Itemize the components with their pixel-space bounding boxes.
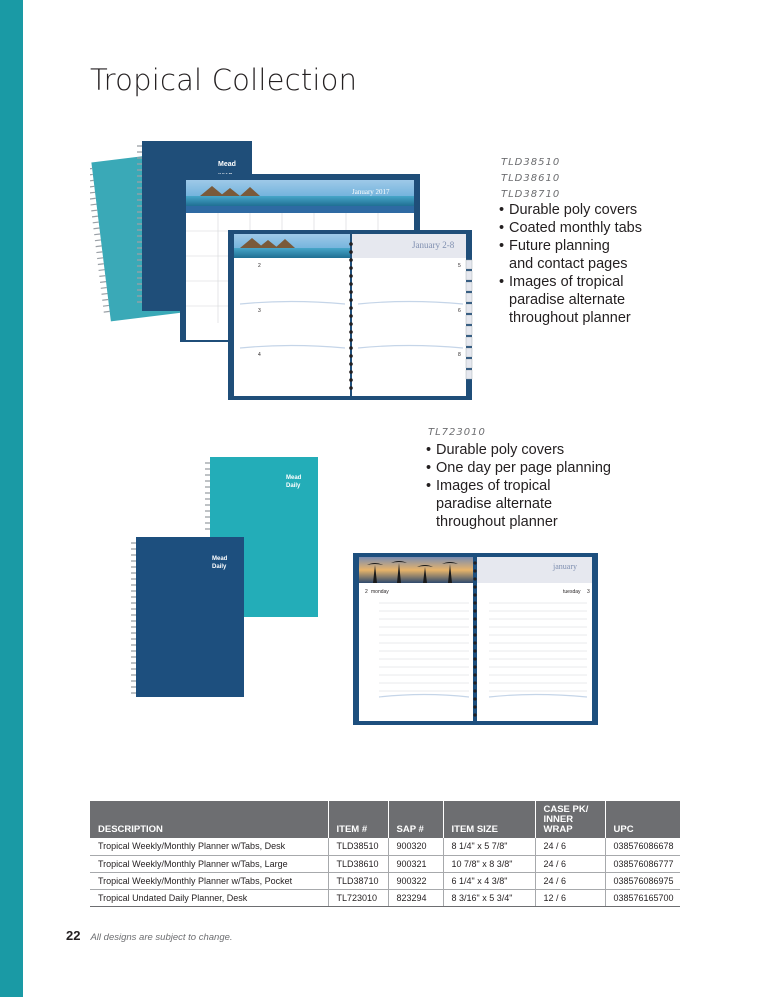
weekly-day-right-2: 6	[458, 308, 461, 314]
sku-item: TLD38710	[501, 189, 561, 200]
cell-description: Tropical Weekly/Monthly Planner w/Tabs, Desk	[90, 838, 328, 855]
cell-size: 8 3/16" x 5 3/4"	[443, 889, 535, 906]
svg-text:Daily: Daily	[286, 483, 301, 489]
cell-upc: 038576086975	[605, 872, 680, 889]
feature-item: • Images of tropical	[499, 274, 624, 290]
cell-case: 12 / 6	[535, 889, 605, 906]
feature-item-continued: throughout planner	[509, 310, 631, 326]
daily-planner-covers-image	[128, 455, 320, 700]
feature-item: • One day per page planning	[426, 460, 611, 476]
weekly-day-right-4: 8	[458, 352, 461, 358]
table-row	[90, 855, 680, 872]
cell-upc: 038576086777	[605, 855, 680, 872]
cell-item: TLD38610	[328, 855, 388, 872]
header-sap-number: SAP #	[388, 801, 443, 838]
cell-description: Tropical Undated Daily Planner, Desk	[90, 889, 328, 906]
cell-item: TLD38510	[328, 838, 388, 855]
cell-size: 8 1/4" x 5 7/8"	[443, 838, 535, 855]
weekly-spread	[228, 230, 472, 400]
product1-features	[499, 201, 679, 327]
cell-sap: 900320	[388, 838, 443, 855]
sku-item: TLD38510	[501, 157, 561, 168]
weekly-day-left-2: 3	[258, 308, 261, 314]
header-item-size: ITEM SIZE	[443, 801, 535, 838]
weekly-day-right-1: 5	[458, 263, 461, 269]
cell-description: Tropical Weekly/Monthly Planner w/Tabs, Pocket	[90, 872, 328, 889]
cell-sap: 823294	[388, 889, 443, 906]
feature-item-continued: and contact pages	[509, 256, 628, 272]
feature-item: • Future planning	[499, 238, 610, 254]
product-table	[90, 801, 680, 907]
feature-item: • Images of tropical	[426, 478, 551, 494]
header-case-pack: CASE PK/ INNER WRAP	[535, 801, 605, 838]
svg-text:Mead: Mead	[286, 475, 302, 481]
cell-sap: 900321	[388, 855, 443, 872]
cell-case: 24 / 6	[535, 872, 605, 889]
cell-description: Tropical Weekly/Monthly Planner w/Tabs, Large	[90, 855, 328, 872]
dark-blue-daily-cover	[131, 537, 244, 697]
cell-item: TL723010	[328, 889, 388, 906]
daily-left-day-num: 2	[365, 589, 368, 595]
cover-brand-text: Mead	[218, 161, 236, 168]
cell-item: TLD38710	[328, 872, 388, 889]
feature-item: • Coated monthly tabs	[499, 220, 642, 236]
svg-text:Mead: Mead	[212, 556, 228, 562]
feature-item-continued: paradise alternate	[509, 292, 626, 308]
table-row	[90, 872, 680, 889]
cell-upc: 038576086678	[605, 838, 680, 855]
daily-right-day-num: 3	[587, 589, 590, 595]
weekly-day-left-1: 2	[258, 263, 261, 269]
header-item-number: ITEM #	[328, 801, 388, 838]
cell-case: 24 / 6	[535, 855, 605, 872]
monthly-title-text: January 2017	[352, 188, 390, 196]
daily-right-day-name: tuesday	[563, 589, 581, 595]
header-description: DESCRIPTION	[90, 801, 328, 838]
cell-upc: 038576165700	[605, 889, 680, 906]
feature-item: • Durable poly covers	[426, 442, 565, 458]
daily-left-day-name: monday	[371, 589, 389, 595]
cell-size: 10 7/8" x 8 3/8"	[443, 855, 535, 872]
page-number: 22	[66, 928, 81, 943]
table-row	[90, 838, 680, 855]
svg-text:Daily: Daily	[212, 564, 227, 570]
product1-sku-list	[501, 155, 560, 203]
teal-side-bar	[0, 0, 23, 997]
daily-planner-spread-image	[353, 553, 598, 725]
feature-item-continued: throughout planner	[436, 514, 558, 530]
product2-sku: TL723010	[428, 427, 486, 438]
header-upc: UPC	[605, 801, 680, 838]
cell-sap: 900322	[388, 872, 443, 889]
cell-case: 24 / 6	[535, 838, 605, 855]
sku-item: TLD38610	[501, 173, 561, 184]
weekly-monthly-planners-image	[90, 136, 490, 404]
feature-item-continued: paradise alternate	[436, 496, 553, 512]
disclaimer-text: All designs are subject to change.	[90, 932, 233, 943]
page-title: Tropical Collection	[90, 63, 358, 97]
product2-features	[426, 441, 626, 531]
table-row	[90, 889, 680, 906]
daily-month-title: january	[553, 562, 577, 571]
feature-item: • Durable poly covers	[499, 202, 638, 218]
weekly-day-left-3: 4	[258, 352, 261, 358]
table-header-row	[90, 801, 680, 838]
weekly-title-text: January 2-8	[412, 240, 455, 250]
page-footer	[66, 928, 233, 943]
cell-size: 6 1/4" x 4 3/8"	[443, 872, 535, 889]
